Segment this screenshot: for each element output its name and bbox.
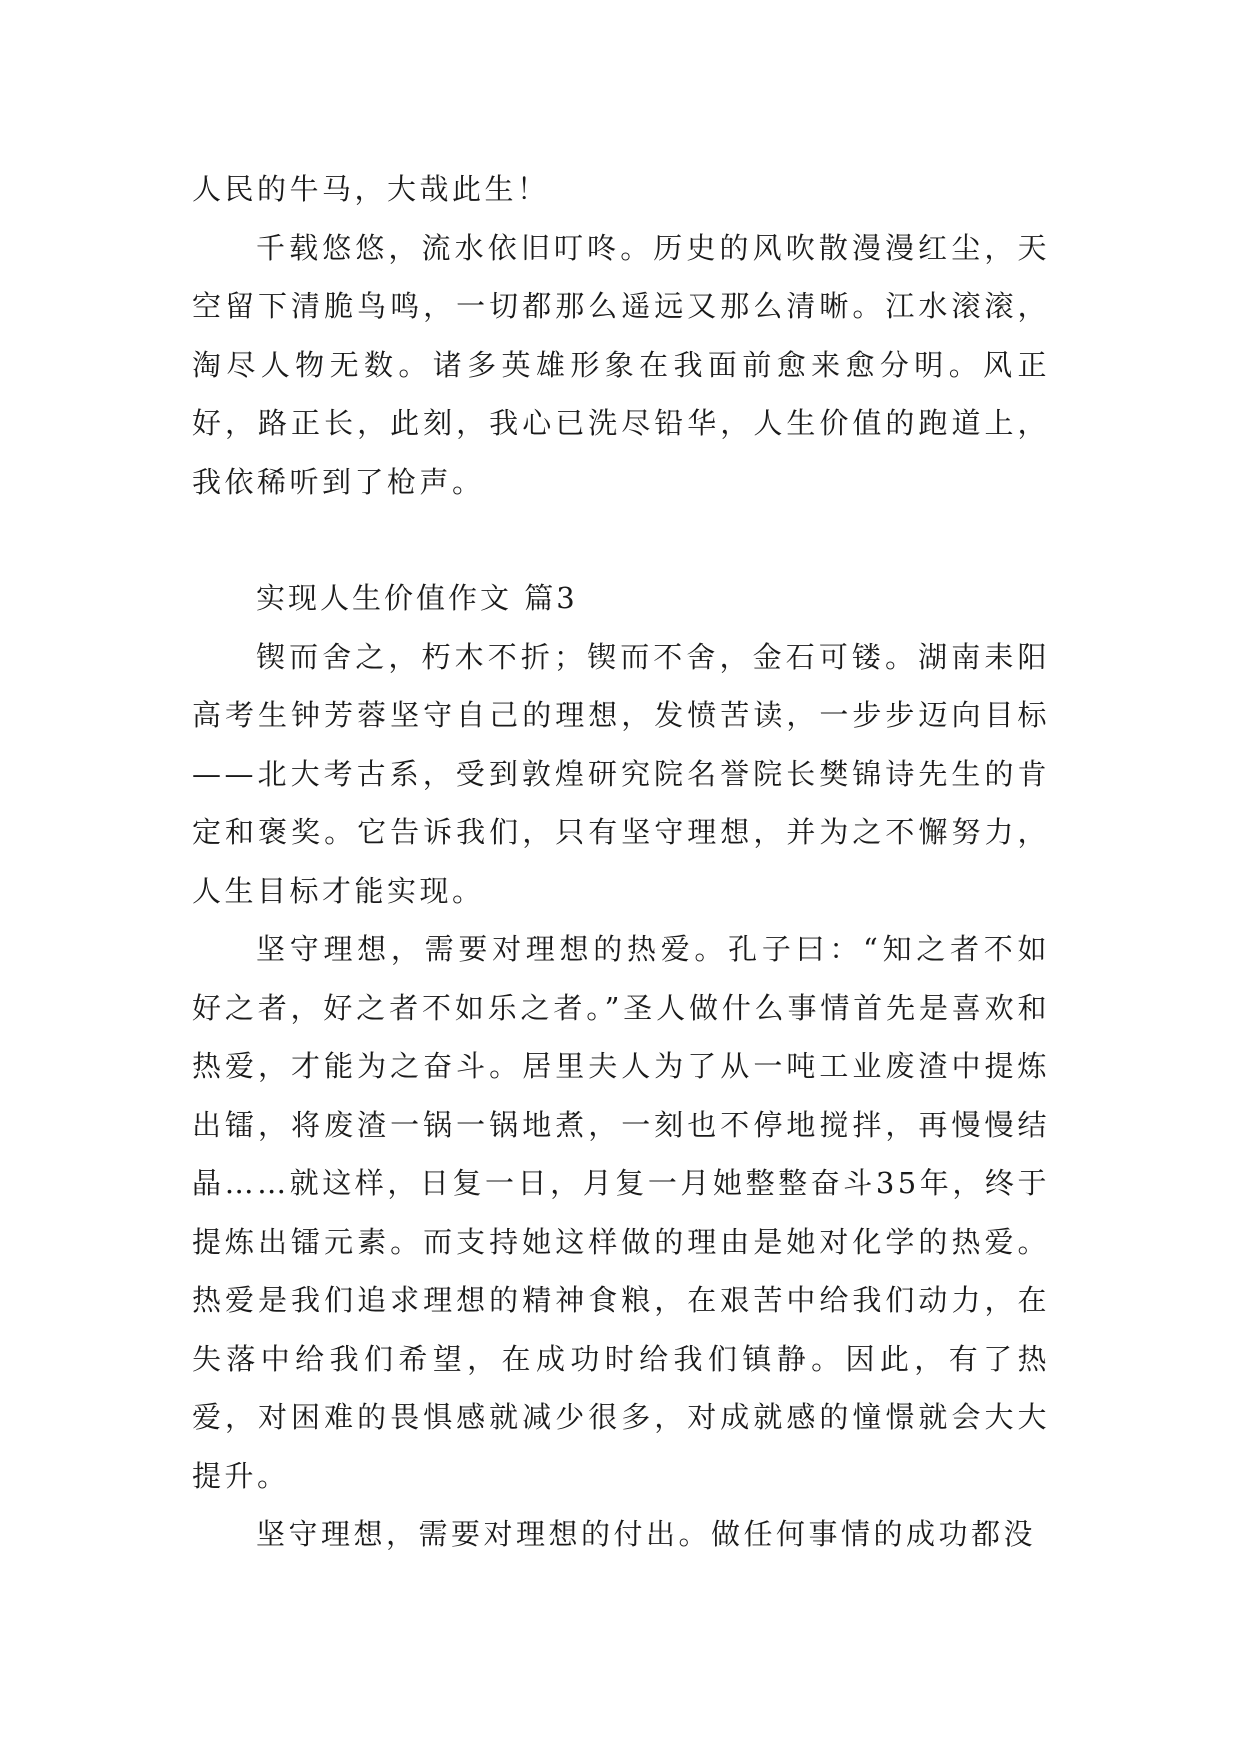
paragraph-closing-line: 人民的牛马，大哉此生！	[192, 172, 550, 206]
document-body	[192, 160, 1050, 1564]
paragraph-passion: 坚守理想，需要对理想的热爱。孔子曰：“知之者不如好之者，好之者不如乐之者。”圣人做什么事情首先是喜欢和热爱，才能为之奋斗。居里夫人为了从一吨工业废渣中提炼出镭，将废渣一锅一锅地煮，一刻也不停地搅拌，再慢慢结晶……就这样，日复一日，月复一月她整整奋斗35年，终于提炼出镭元素。而支持她这样做的理由是她对化学的热爱。热爱是我们追求理想的精神食粮，在艰苦中给我们动力，在失落中给我们希望，在成功时给我们镇静。因此，有了热爱，对困难的畏惧感就减少很多，对成就感的憧憬就会大大提升。	[192, 932, 1050, 1493]
paragraph-intro: 锲而舍之，朽木不折；锲而不舍，金石可镂。湖南耒阳高考生钟芳蓉坚守自己的理想，发愤苦读，一步步迈向目标——北大考古系，受到敦煌研究院名誉院长樊锦诗先生的肯定和褒奖。它告诉我们，只有坚守理想，并为之不懈努力，人生目标才能实现。	[192, 639, 1050, 908]
section-title: 实现人生价值作文 篇3	[256, 581, 578, 615]
paragraph-reflection: 千载悠悠，流水依旧叮咚。历史的风吹散漫漫红尘，天空留下清脆鸟鸣，一切都那么遥远又那么清晰。江水滚滚，淘尽人物无数。诸多英雄形象在我面前愈来愈分明。风正好，路正长，此刻，我心已洗尽铅华，人生价值的跑道上，我依稀听到了枪声。	[192, 230, 1050, 499]
paragraph-effort: 坚守理想，需要对理想的付出。做任何事情的成功都没	[256, 1517, 1037, 1551]
